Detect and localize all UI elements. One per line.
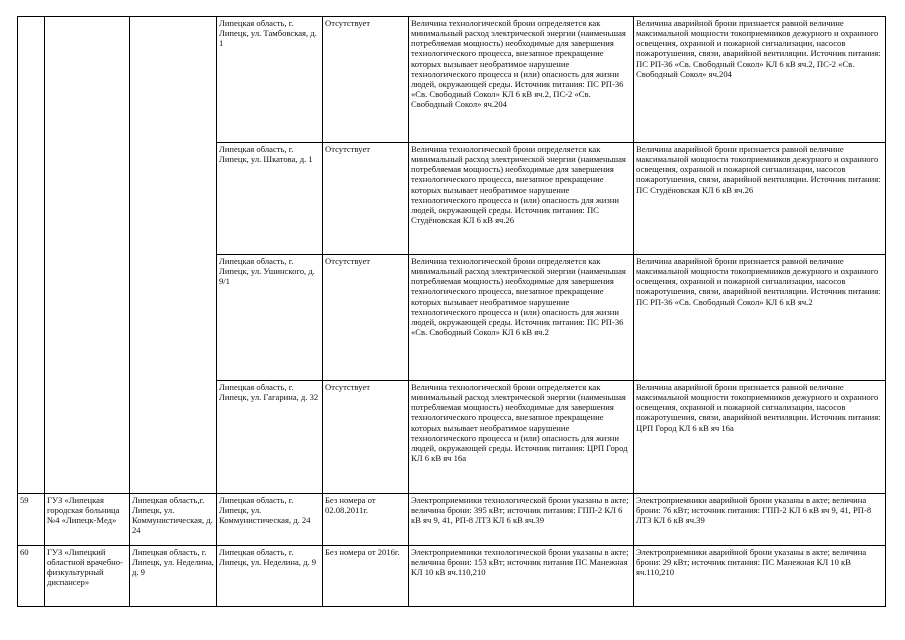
legal-address-cell: [130, 546, 217, 607]
row-number-cell: [18, 546, 45, 607]
row-number-cell: [18, 494, 45, 546]
object-address-text: Липецкая область, г. Липецк, ул. Гагарина, д. 32: [219, 382, 319, 403]
technological-reserve-text: Величина технологической брони определяется как минимальный расход электрической энергии (наименьшая потребляемая мощность) необходимые для завершения технологического процесса, внезапное прекращение которых вызывает необратимое нарушение технологического процесса и (или) опасность для жизни людей, окружающей среды. Источник питания: ПС РП-36 «Св. Свободный Сокол» КЛ 6 кВ яч.2: [411, 256, 626, 337]
table-row: [18, 17, 886, 143]
object-address-text: Липецкая область, г. Липецк, ул. Шкатова, д. 1: [219, 144, 313, 165]
technological-reserve-cell: [409, 255, 634, 381]
emergency-reserve-cell: [634, 546, 886, 607]
act-cell: [323, 381, 409, 494]
object-address-cell: [217, 17, 323, 143]
organization-text: ГУЗ «Липецкий областной врачебно-физкультурный диспансер»: [47, 547, 123, 588]
emergency-reserve-text: Величина аварийной брони признается равной величине максимальной мощности токоприемников дежурного и охранного освещения, охранной и пожарной сигнализации, насосов пожаротушения, связи, аварийной вентиляции. Источник питания: ПС Студёновская КЛ 6 кВ яч.26: [636, 144, 881, 195]
technological-reserve-cell: [409, 17, 634, 143]
act-cell: [323, 255, 409, 381]
technological-reserve-text: Величина технологической брони определяется как минимальный расход электрической энергии (наименьшая потребляемая мощность) необходимые для завершения технологического процесса, внезапное прекращение которых вызывает необратимое нарушение технологического процесса и (или) опасность для жизни людей, окружающей среды. Источник питания: ЦРП Город КЛ 6 кВ яч 16а: [411, 382, 628, 463]
legal-address-text: Липецкая область,г. Липецк, ул. Коммунистическая, д. 24: [132, 495, 213, 536]
table-row: [18, 494, 886, 546]
emergency-reserve-text: Величина аварийной брони признается равной величине максимальной мощности токоприемников дежурного и охранного освещения, охранной и пожарной сигнализации, насосов пожаротушения, связи, аварийной вентиляции. Источник питания: ПС РП-36 «Св. Свободный Сокол» КЛ 6 кВ яч.2: [636, 256, 881, 307]
legal-address-text: Липецкая область, г. Липецк, ул. Неделина, д. 9: [132, 547, 214, 578]
legal-address-cell: [130, 17, 217, 494]
technological-reserve-cell: [409, 546, 634, 607]
table-row: [18, 546, 886, 607]
technological-reserve-cell: [409, 381, 634, 494]
technological-reserve-text: Электроприемники технологической брони указаны в акте; величина брони: 395 кВт; источник питания: ГПП-2 КЛ 6 кВ яч 9, 41, РП-8 ЛТЗ КЛ 6 кВ яч.39: [411, 495, 629, 526]
technological-reserve-cell: [409, 143, 634, 255]
technological-reserve-text: Величина технологической брони определяется как минимальный расход электрической энергии (наименьшая потребляемая мощность) необходимые для завершения технологического процесса, внезапное прекращение которых вызывает необратимое нарушение технологического процесса и (или) опасность для жизни людей, окружающей среды. Источник питания: ПС РП-36 «Св. Свободный Сокол» КЛ 6 кВ яч.2, ПС-2 «Св. Свободный Сокол» яч.204: [411, 18, 626, 110]
emergency-reserve-cell: [634, 381, 886, 494]
organization-cell: [45, 546, 130, 607]
act-cell: [323, 17, 409, 143]
emergency-reserve-cell: [634, 494, 886, 546]
act-text: Отсутствует: [325, 256, 371, 266]
organization-cell: [45, 17, 130, 494]
object-address-cell: [217, 546, 323, 607]
emergency-reserve-cell: [634, 143, 886, 255]
object-address-text: Липецкая область, г. Липецк, ул. Ушинского, д. 9/1: [219, 256, 315, 287]
legal-address-cell: [130, 494, 217, 546]
object-address-cell: [217, 143, 323, 255]
reservation-table: [17, 16, 886, 607]
row-number-text: 60: [20, 547, 29, 557]
object-address-cell: [217, 494, 323, 546]
object-address-text: Липецкая область, г. Липецк, ул. Тамбовская, д. 1: [219, 18, 317, 49]
act-text: Без номера от 2016г.: [325, 547, 400, 557]
technological-reserve-text: Электроприемники технологической брони указаны в акте; величина брони: 153 кВт; источник питания ПС Манежная КЛ 10 кВ яч.110,210: [411, 547, 629, 578]
organization-text: ГУЗ «Липецкая городская больница №4 «Липецк-Мед»: [47, 495, 120, 526]
act-text: Без номера от 02.08.2011г.: [325, 495, 376, 516]
emergency-reserve-text: Электроприемники аварийной брони указаны в акте; величина брони: 76 кВт; источник питания: ГПП-2 КЛ 6 кВ яч 9, 41, РП-8 ЛТЗ КЛ 6 кВ яч.39: [636, 495, 872, 526]
act-cell: [323, 546, 409, 607]
row-number-cell: [18, 17, 45, 494]
emergency-reserve-text: Величина аварийной брони признается равной величине максимальной мощности токоприемников дежурного и охранного освещения, охранной и пожарной сигнализации, насосов пожаротушения, связи, аварийной вентиляции. Источник питания: ПС РП-36 «Св. Свободный Сокол» КЛ 6 кВ яч.2, ПС-2 «Св. Свободный Сокол» яч.204: [636, 18, 881, 79]
act-cell: [323, 143, 409, 255]
technological-reserve-text: Величина технологической брони определяется как минимальный расход электрической энергии (наименьшая потребляемая мощность) необходимые для завершения технологического процесса, внезапное прекращение которых вызывает необратимое нарушение технологического процесса и (или) опасность для жизни людей, окружающей среды. Источник питания: ПС Студёновская КЛ 6 кВ яч.26: [411, 144, 626, 225]
emergency-reserve-text: Электроприемники аварийной брони указаны в акте; величина брони: 29 кВт; источник питания: ПС Манежная КЛ 10 кВ яч.110,210: [636, 547, 867, 578]
object-address-text: Липецкая область, г. Липецк, ул. Коммунистическая, д. 24: [219, 495, 311, 526]
act-text: Отсутствует: [325, 144, 371, 154]
technological-reserve-cell: [409, 494, 634, 546]
act-text: Отсутствует: [325, 382, 371, 392]
act-text: Отсутствует: [325, 18, 371, 28]
act-cell: [323, 494, 409, 546]
emergency-reserve-cell: [634, 255, 886, 381]
row-number-text: 59: [20, 495, 29, 505]
object-address-text: Липецкая область, г. Липецк, ул. Неделина, д. 9: [219, 547, 317, 568]
object-address-cell: [217, 381, 323, 494]
emergency-reserve-text: Величина аварийной брони признается равной величине максимальной мощности токоприемников дежурного и охранного освещения, охранной и пожарной сигнализации, насосов пожаротушения, связи, аварийной вентиляции. Источник питания: ЦРП Город КЛ 6 кВ яч 16а: [636, 382, 881, 433]
emergency-reserve-cell: [634, 17, 886, 143]
organization-cell: [45, 494, 130, 546]
object-address-cell: [217, 255, 323, 381]
